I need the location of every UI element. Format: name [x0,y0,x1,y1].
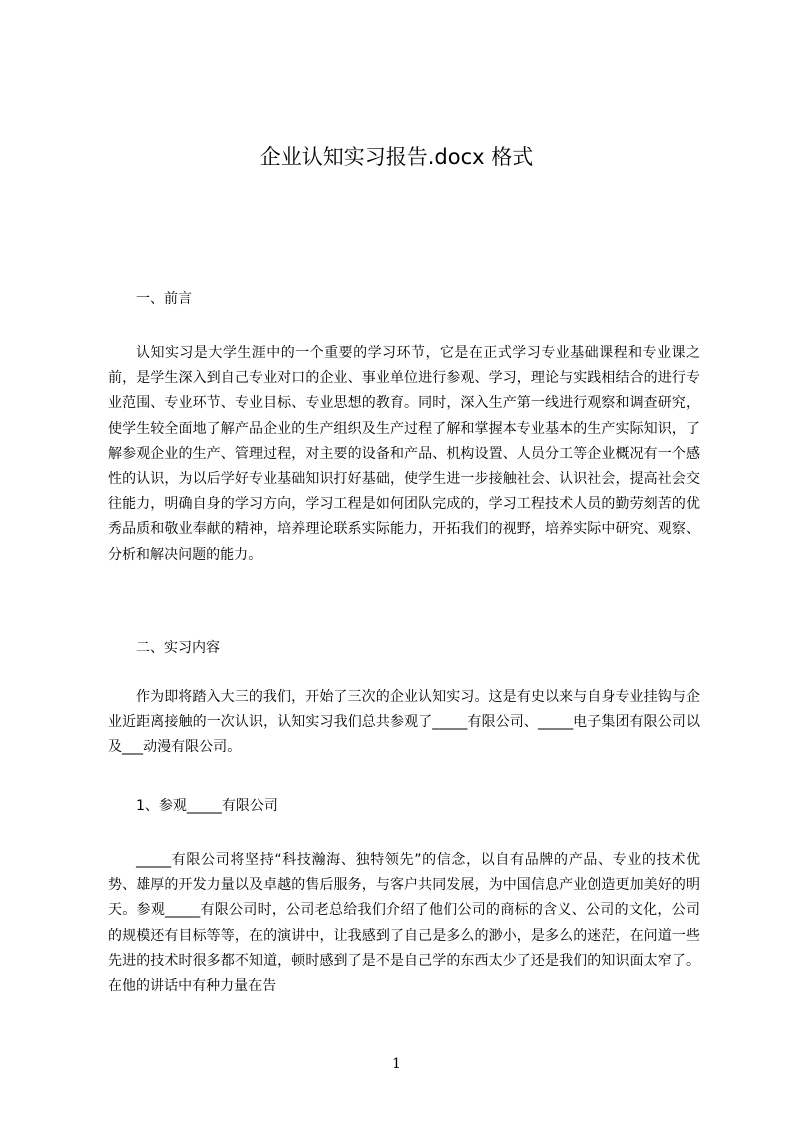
page-number: 1 [392,1056,401,1072]
section-heading-preface: 一、前言 [136,291,192,307]
paragraph-visit-1: _____有限公司将坚持“科技瀚海、独特领先”的信念，以自有品牌的产品、专业的技术优势、雄厚的开发力量以及卓越的售后服务，与客户共同发展，为中国信息产业创造更加美好的明天。参观_____有限公司时，公司老总给我们介绍了他们公司的商标的含义、公司的文化，公司的规模还有目标等等，在的演讲中，让我感到了自己是多么的渺小，是多么的迷茫，在问道一些先进的技术时很多都不知道，顿时感到了是不是自己学的东西太少了还是我们的知识面太窄了。在他的讲话中有种力量在告 [108,852,700,995]
paragraph-preface: 认知实习是大学生涯中的一个重要的学习环节，它是在正式学习专业基础课程和专业课之前，是学生深入到自己专业对口的企业、事业单位进行参观、学习，理论与实践相结合的进行专业范围、专业环节、专业目标、专业思想的教育。同时，深入生产第一线进行观察和调查研究，使学生较全面地了解产品企业的生产组织及生产过程了解和掌握本专业基本的生产实际知识，了解参观企业的生产、管理过程，对主要的设备和产品、机构设置、人员分工等企业概况有一个感性的认识，为以后学好专业基础知识打好基础，使学生进一步接触社会、认识社会，提高社会交往能力，明确自身的学习方向，学习工程是如何团队完成的，学习工程技术人员的勤劳刻苦的优秀品质和敬业奉献的精神，培养理论联系实际能力，开拓我们的视野，培养实际中研究、观察、分析和解决问题的能力。 [108,345,700,563]
paragraph-content: 作为即将踏入大三的我们，开始了三次的企业认知实习。这是有史以来与自身专业挂钩与企业近距离接触的一次认识，认知实习我们总共参观了_____有限公司、_____电子集团有限公司以及___动漫有限公司。 [108,689,700,756]
document-title: 企业认知实习报告.docx 格式 [259,145,534,169]
section-heading-content: 二、实习内容 [136,640,220,656]
section-heading-visit-1: 1、参观_____有限公司 [136,798,278,814]
